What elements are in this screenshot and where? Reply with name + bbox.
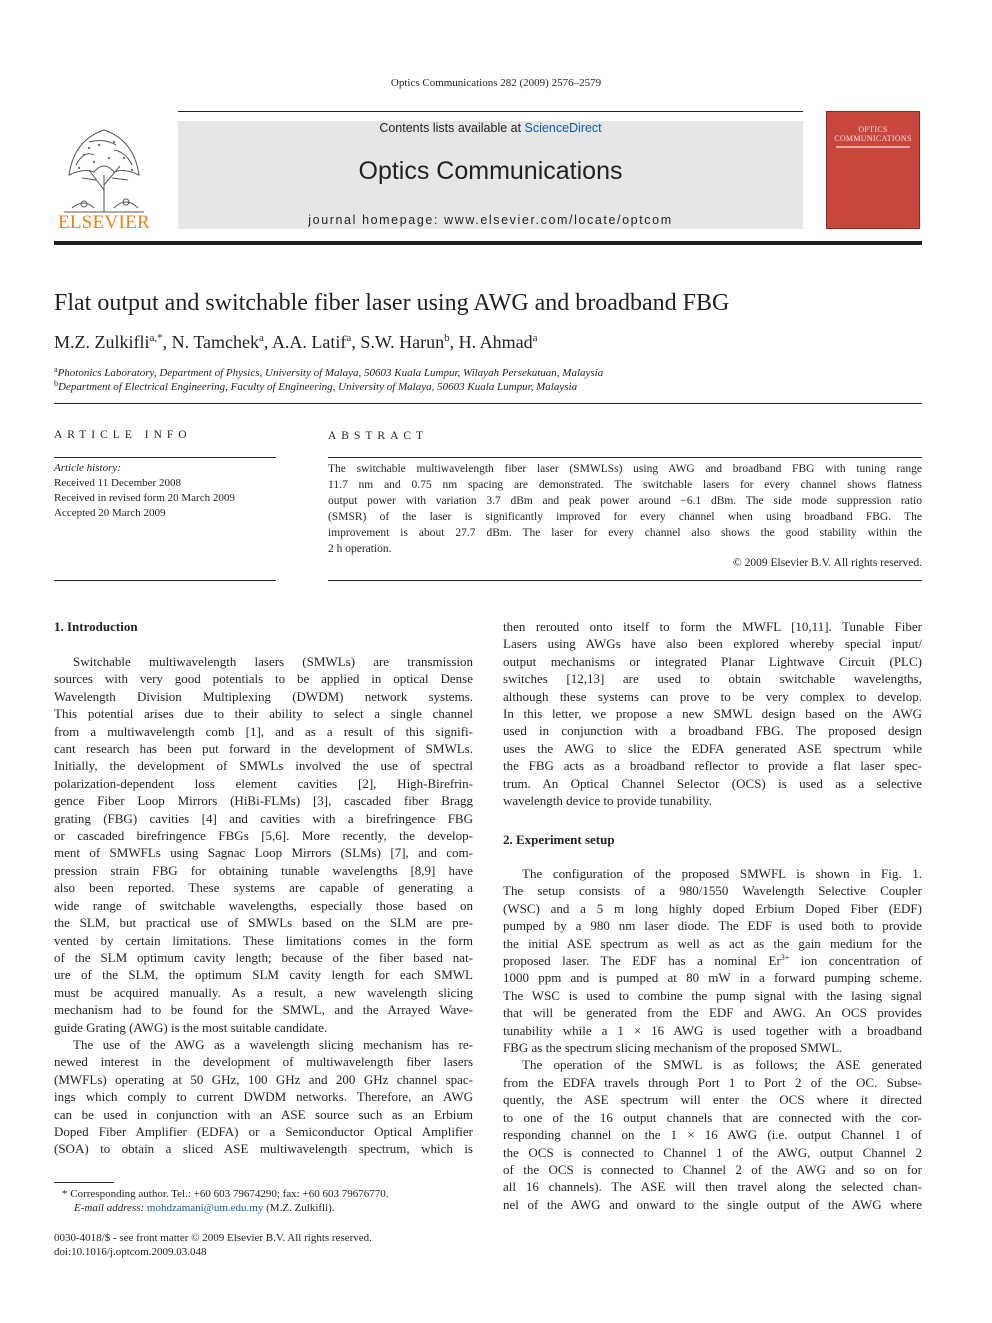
footnote-rule <box>54 1182 114 1183</box>
affiliation-text: Department of Electrical Engineering, Faculty of Engineering, University of Malaya, 50603 Kuala Lumpur, Malaysia <box>58 381 578 393</box>
body-fragment: proposed laser. The EDF has a nominal Er <box>503 953 781 969</box>
superscript: 3+ <box>780 953 790 963</box>
body-line: all 16 channels). The ASE will then travel along the selected chan- <box>503 1179 922 1195</box>
body-line: The use of the AWG as a wavelength slicing mechanism has re- <box>73 1036 473 1052</box>
affiliation-b <box>54 379 577 393</box>
body-line: then rerouted onto itself to form the MWFL [10,11]. Tunable Fiber <box>503 619 922 634</box>
author-list <box>54 332 538 353</box>
abstract-rule <box>328 457 922 458</box>
body-line: the SLM, but practical use of SMWLs based on the SLM are pre- <box>54 915 473 931</box>
body-line: switches [12,13] are used to obtain switchable wavelengths, <box>503 671 922 687</box>
affiliation-mark: b <box>54 379 58 388</box>
sciencedirect-link[interactable]: ScienceDirect <box>524 121 602 135</box>
body-line: (WSC) and a 5 m long highly doped Erbium Doped Fiber (EDF) <box>503 900 922 916</box>
email-suffix: (M.Z. Zulkifli). <box>263 1202 335 1214</box>
body-line: ment of SMWFLs using Sagnac Loop Mirrors (SLMs) [7], and com- <box>54 845 473 861</box>
body-line: The setup consists of a 980/1550 Wavelength Selective Coupler <box>503 883 922 899</box>
body-line: polarization-dependent loss element cavities [2], High-Birefrin- <box>54 775 473 791</box>
body-line: This potential arises due to their ability to select a single channel <box>54 706 473 722</box>
author-affil-mark: b <box>444 332 450 344</box>
doi-line: doi:10.1016/j.optcom.2009.03.048 <box>54 1246 207 1258</box>
body-line: used in conjunction with a broadband FBG. The proposed design <box>503 723 922 739</box>
body-line: that will be generated from the EDF and AWG. An OCS provides <box>503 1005 922 1021</box>
body-line: sources with very good potentials to be applied in optical Dense <box>54 671 473 687</box>
body-line: newed interest in the development of multiwavelength fiber lasers <box>54 1054 473 1070</box>
body-line: Lasers using AWGs have also been explored whereby special input/ <box>503 636 922 652</box>
email-label: E-mail address: <box>74 1202 147 1214</box>
body-line: quently, the ASE spectrum will enter the OCS where it directed <box>503 1092 922 1108</box>
body-line: The configuration of the proposed SMWFL is shown in Fig. 1. <box>522 866 922 881</box>
body-line: vented by certain limitations. These limitations comes in the form <box>54 932 473 948</box>
front-matter-info <box>54 1231 372 1259</box>
body-line: the initial ASE spectrum as well as act as the gain medium for the <box>503 935 922 951</box>
body-line: output mechanisms or integrated Planar Lightwave Circuit (PLC) <box>503 653 922 669</box>
body-line: can be used in conjunction with an ASE source such as an Erbium <box>54 1106 473 1122</box>
article-history <box>54 461 235 521</box>
history-label: Article history: <box>54 462 121 474</box>
journal-reference: Optics Communications 282 (2009) 2576–2579 <box>390 77 602 89</box>
body-line: Wavelength Division Multiplexing (DWDM) network systems. <box>54 688 473 704</box>
abstract-text <box>328 461 922 557</box>
author-affil-mark: a <box>259 332 264 344</box>
body-line: trum. An Optical Channel Selector (OCS) is used as a selective <box>503 775 922 791</box>
body-line: In this letter, we propose a new SMWL design based on the AWG <box>503 706 922 722</box>
body-line: (MWFLs) operating at 50 GHz, 100 GHz and 200 GHz channel spac- <box>54 1071 473 1087</box>
author: S.W. Harun <box>360 332 445 352</box>
author-affil-mark: a,* <box>149 332 163 344</box>
email-link[interactable]: mohdzamani@um.edu.my <box>146 1202 264 1214</box>
introduction-text <box>54 653 473 1158</box>
contents-availability <box>178 121 803 135</box>
author: M.Z. Zulkifli <box>54 332 150 352</box>
abstract-copyright: © 2009 Elsevier B.V. All rights reserved. <box>733 557 922 569</box>
cover-title-line1: OPTICS <box>858 125 888 134</box>
body-line: of the OCS is connected to Channel 2 of the AWG and so on for <box>503 1161 922 1177</box>
masthead-top-rule <box>178 111 803 112</box>
author-separator: , <box>263 332 272 352</box>
introduction-text-continued <box>503 618 922 809</box>
author: N. Tamchek <box>171 332 260 352</box>
body-line: also been reported. These systems are capable of generating a <box>54 880 473 896</box>
body-line: tunability while a 1 × 16 AWG is used together with a broadband <box>503 1022 922 1038</box>
body-line: cant research has been put forward in the development of SMWLs. <box>54 741 473 757</box>
body-line: to one of the 16 output channels that are connected with the cor- <box>503 1109 922 1125</box>
author: H. Ahmad <box>458 332 533 352</box>
contents-prefix: Contents lists available at <box>379 121 525 135</box>
abstract-line: (SMSR) of the laser is significantly improved for every channel when using broadband FBG. The <box>328 511 922 523</box>
journal-homepage-link[interactable]: journal homepage: www.elsevier.com/locate/optcom <box>308 213 673 227</box>
body-line: from a multiwavelength comb [1], and as a result of this signifi- <box>54 723 473 739</box>
body-line: gence Fiber Loop Mirrors (HiBi-FLMs) [3], cascaded fiber Bragg <box>54 793 473 809</box>
abstract-heading: ABSTRACT <box>328 430 429 442</box>
author-affil-mark: a <box>532 332 538 344</box>
body-line: the FBG acts as a broadband reflector to provide a flat laser spec- <box>503 758 922 774</box>
body-line: (SOA) to obtain a sliced ASE multiwavelength spectrum, which is <box>54 1141 473 1157</box>
author-separator: , <box>351 332 361 352</box>
body-line: FBG as the spectrum slicing mechanism of the proposed SMWL. <box>503 1040 843 1056</box>
body-line: wavelength device to provide tunability. <box>503 793 712 809</box>
abstract-line: The switchable multiwavelength fiber laser (SMWLSs) using AWG and broadband FBG with tuning range <box>328 463 922 475</box>
journal-name: Optics Communications <box>358 157 623 185</box>
body-line: nel of the AWG and onward to the single output of the AWG where <box>503 1196 922 1212</box>
cover-title-line2: COMMUNICATIONS <box>834 134 912 143</box>
abstract-line: 2 h operation. <box>328 543 392 555</box>
article-info-rule <box>54 457 276 458</box>
affiliation-a <box>54 365 603 379</box>
article-info-bottom-rule <box>54 580 276 581</box>
body-line: Doped Fiber Amplifier (EDFA) or a Semiconductor Optical Amplifier <box>54 1123 473 1139</box>
section-title-experiment-setup: 2. Experiment setup <box>503 832 615 847</box>
body-line: grating (FBG) cavities [4] and cavities with a birefringence FBG <box>54 810 473 826</box>
body-line: The WSC is used to combine the pump signal with the lasing signal <box>503 987 922 1003</box>
body-line: 1000 ppm and is pumped at 80 mW in a forward pumping scheme. <box>503 970 922 986</box>
body-line <box>503 952 922 969</box>
body-line: the OCS is connected to Channel 1 of the AWG, output Channel 2 <box>503 1144 922 1160</box>
article-info-heading: ARTICLE INFO <box>54 429 192 441</box>
abstract-line: output power with variation 3.7 dBm and peak power around −6.1 dBm. The side mode suppression ratio <box>328 495 922 507</box>
body-line: The operation of the SMWL is as follows; the ASE generated <box>522 1057 922 1073</box>
body-line: wide range of switchable wavelengths, especially those based on <box>54 897 473 913</box>
body-line: pumped by a 980 nm laser diode. The EDF is used both to provide <box>503 918 922 934</box>
author-separator: , <box>449 332 459 352</box>
author: A.A. Latif <box>271 332 347 352</box>
body-line: ings which comply to current DWDM networks. Therefore, an AWG <box>54 1089 473 1105</box>
affiliation-mark: a <box>54 365 58 374</box>
revised-date: Received in revised form 20 March 2009 <box>54 492 235 504</box>
abstract-line: 11.7 nm and 0.75 nm spacing are demonstrated. The switchable lasers for every channel shows flatness <box>328 479 922 491</box>
body-line: from the EDFA travels through Port 1 to Port 2 of the OC. Subse- <box>503 1074 922 1090</box>
body-line: ure of the SLM, the optimum SLM cavity length for each SMWL <box>54 967 473 983</box>
accepted-date: Accepted 20 March 2009 <box>54 507 166 519</box>
issn-line: 0030-4018/$ - see front matter © 2009 Elsevier B.V. All rights reserved. <box>54 1232 372 1244</box>
section-title-introduction: 1. Introduction <box>54 619 138 634</box>
body-line: mechanism had to be found for the SMWL, and the Arrayed Wave- <box>54 1002 473 1018</box>
body-line: guide Grating (AWG) is the most suitable candidate. <box>54 1019 328 1035</box>
affiliation-text: Photonics Laboratory, Department of Physics, University of Malaya, 50603 Kuala Lumpur, Wilayah Persekutuan, Malaysia <box>57 367 604 379</box>
body-line: responding channel on the 1 × 16 AWG (i.e. output Channel 1 of <box>503 1127 922 1143</box>
body-line: although these systems can prove to be very complex to develop. <box>503 688 922 704</box>
corresponding-author-contact: * Corresponding author. Tel.: +60 603 79674290; fax: +60 603 79676770. <box>62 1188 389 1200</box>
body-line: pression strain FBG for obtaining tunable wavelengths [8,9] have <box>54 862 473 878</box>
cover-title <box>826 125 920 143</box>
received-date: Received 11 December 2008 <box>54 477 181 489</box>
body-line: uses the AWG to slice the EDFA generated ASE spectrum while <box>503 740 922 756</box>
author-affil-mark: a <box>346 332 352 344</box>
article-title: Flat output and switchable fiber laser using AWG and broadband FBG <box>54 290 730 316</box>
body-line: Switchable multiwavelength lasers (SMWLs) are transmission <box>73 654 473 669</box>
experiment-setup-text <box>503 865 922 1213</box>
corresponding-author-footnote <box>54 1187 388 1215</box>
email-line <box>54 1201 388 1215</box>
body-line: or cascaded birefringence FBGs [5,6]. More recently, the develop- <box>54 828 473 844</box>
author-separator: , <box>162 332 172 352</box>
abstract-bottom-rule <box>328 580 922 581</box>
cover-decoration <box>836 146 910 148</box>
body-fragment: ion concentration of <box>789 953 922 969</box>
body-line: of the SLM optimum cavity length; because of the fiber based nat- <box>54 949 473 965</box>
affiliation-rule <box>54 403 922 404</box>
body-line: must be acquired manually. As a result, a new wavelength slicing <box>54 984 473 1000</box>
elsevier-wordmark: ELSEVIER <box>57 212 151 233</box>
abstract-line: improvement is about 27.7 dBm. The laser for every channel also shows the good stability within the <box>328 527 922 539</box>
masthead-bottom-rule <box>54 241 922 245</box>
body-line: Initially, the development of SMWLs involved the use of spectral <box>54 758 473 774</box>
